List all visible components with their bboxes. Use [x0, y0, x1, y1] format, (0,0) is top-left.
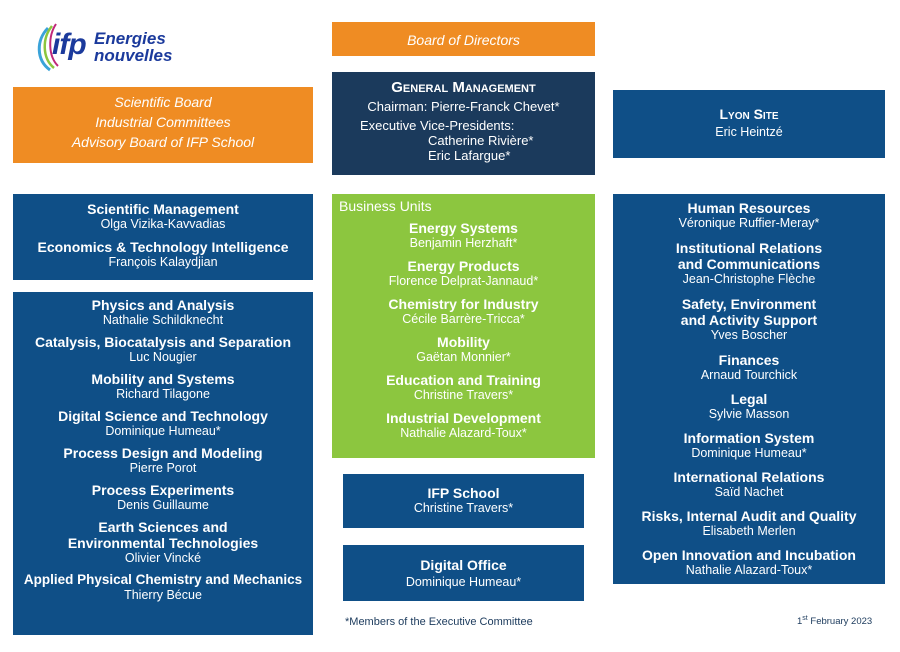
unit-item [332, 296, 595, 327]
general-chairman: Chairman: Pierre-Franck Chevet* [367, 99, 560, 114]
unit-name: François Kalaydjian [108, 255, 218, 269]
advisory-line: Industrial Committees [95, 114, 231, 130]
unit-title: Energy Systems [409, 220, 518, 236]
logo-mark: ifp [52, 28, 86, 61]
unit-name: Gaëtan Monnier* [416, 350, 511, 364]
advisory-line: Scientific Board [114, 94, 212, 110]
unit-item [332, 334, 595, 365]
unit-item [613, 296, 885, 343]
date [797, 615, 872, 627]
lyon-site-box [613, 90, 885, 158]
unit-title: Economics & Technology Intelligence [37, 239, 289, 255]
unit-item [332, 372, 595, 403]
unit-name: Jean-Christophe Flèche [682, 272, 816, 286]
general-evp-label: Executive Vice-Presidents: [360, 118, 515, 133]
unit-name: Dominique Humeau* [691, 446, 807, 460]
unit-item [13, 334, 313, 365]
unit-name: Denis Guillaume [117, 498, 209, 512]
general-evp: Catherine Rivière* [428, 133, 534, 148]
date-rest: February 2023 [807, 616, 873, 628]
support-functions-box [613, 194, 885, 584]
unit-name: Florence Delprat-Jannaud* [388, 274, 539, 288]
unit-title: Human Resources [687, 200, 811, 216]
unit-name: Nathalie Alazard-Toux* [400, 426, 527, 440]
unit-title: Applied Physical Chemistry and Mechanics [23, 572, 303, 587]
unit-name: Elisabeth Merlen [702, 524, 796, 538]
unit-title: Safety, Environment and Activity Support [680, 296, 818, 328]
unit-title: Earth Sciences and Environmental Technologies [67, 519, 259, 551]
general-evp: Eric Lafargue* [428, 148, 511, 163]
unit-item [332, 410, 595, 441]
unit-title: Process Experiments [91, 482, 235, 498]
unit-name: Richard Tilagone [116, 387, 210, 401]
unit-title: Risks, Internal Audit and Quality [641, 508, 857, 524]
unit-item [332, 220, 595, 251]
unit-name: Dominique Humeau* [105, 424, 221, 438]
school-title: IFP School [427, 485, 500, 501]
digital-name: Dominique Humeau* [405, 575, 522, 589]
school-name: Christine Travers* [413, 501, 514, 515]
lyon-title: Lyon Site [719, 106, 779, 122]
unit-name: Nathalie Alazard-Toux* [685, 563, 813, 577]
unit-title: Digital Science and Technology [58, 408, 268, 424]
unit-name: Nathalie Schildknecht [102, 313, 224, 327]
digital-office-box [343, 545, 584, 601]
advisory-box [13, 87, 313, 163]
unit-title: Open Innovation and Incubation [642, 547, 856, 563]
unit-item [13, 519, 313, 566]
unit-title: Legal [730, 391, 768, 407]
advisory-line: Advisory Board of IFP School [71, 134, 255, 150]
unit-title: Energy Products [407, 258, 520, 274]
lyon-name: Eric Heintzé [715, 125, 783, 139]
unit-title: Catalysis, Biocatalysis and Separation [35, 334, 291, 350]
unit-name: Olivier Vincké [124, 551, 202, 565]
unit-title: Mobility and Systems [91, 371, 235, 387]
unit-item [13, 371, 313, 402]
board-of-directors-box [332, 22, 595, 56]
unit-item [13, 408, 313, 439]
unit-name: Saïd Nachet [714, 485, 784, 499]
unit-title: Information System [683, 430, 815, 446]
digital-title: Digital Office [420, 557, 507, 573]
unit-item [613, 240, 885, 287]
unit-name: Thierry Bécue [124, 588, 202, 602]
unit-item [613, 391, 885, 422]
unit-item [332, 258, 595, 289]
unit-name: Arnaud Tourchick [700, 368, 798, 382]
general-management-box [332, 72, 595, 175]
unit-title: Mobility [437, 334, 490, 350]
unit-item [13, 445, 313, 476]
unit-name: Benjamin Herzhaft* [409, 236, 518, 250]
unit-item [13, 297, 313, 328]
unit-title: Chemistry for Industry [388, 296, 539, 312]
board-label: Board of Directors [407, 32, 520, 48]
business-units-label: Business Units [339, 198, 432, 214]
unit-name: Luc Nougier [129, 350, 197, 364]
footnote: *Members of the Executive Committee [345, 616, 533, 628]
scientific-management-box [13, 194, 313, 280]
unit-item [613, 547, 885, 578]
unit-item [613, 430, 885, 461]
unit-item [13, 201, 313, 232]
logo-line2: nouvelles [94, 46, 173, 65]
unit-item [13, 572, 313, 603]
unit-name: Sylvie Masson [708, 407, 790, 421]
unit-item [613, 508, 885, 539]
logo-line1: Energies [94, 29, 166, 48]
unit-item [613, 200, 885, 231]
unit-title: International Relations [673, 469, 825, 485]
unit-title: Physics and Analysis [91, 297, 235, 313]
unit-title: Scientific Management [87, 201, 239, 217]
unit-name: Véronique Ruffier-Meray* [678, 216, 820, 230]
business-units-box [332, 194, 595, 458]
unit-title: Process Design and Modeling [63, 445, 263, 461]
unit-item [13, 482, 313, 513]
unit-item [613, 352, 885, 383]
unit-name: Yves Boscher [710, 328, 788, 342]
unit-item [613, 469, 885, 500]
general-title: General Management [391, 79, 536, 96]
unit-title: Education and Training [386, 372, 541, 388]
unit-title: Industrial Development [386, 410, 541, 426]
unit-name: Olga Vizika-Kavvadias [100, 217, 226, 231]
ifp-school-box [343, 474, 584, 528]
unit-name: Pierre Porot [129, 461, 197, 475]
unit-title: Institutional Relations and Communications [675, 240, 823, 272]
research-divisions-box [13, 292, 313, 635]
date-day: 1 [797, 616, 803, 628]
unit-item [13, 239, 313, 270]
unit-title: Finances [718, 352, 780, 368]
unit-name: Christine Travers* [413, 388, 514, 402]
date-suffix: st [802, 615, 808, 622]
ifpen-logo [34, 18, 174, 78]
unit-name: Cécile Barrère-Tricca* [402, 312, 525, 326]
